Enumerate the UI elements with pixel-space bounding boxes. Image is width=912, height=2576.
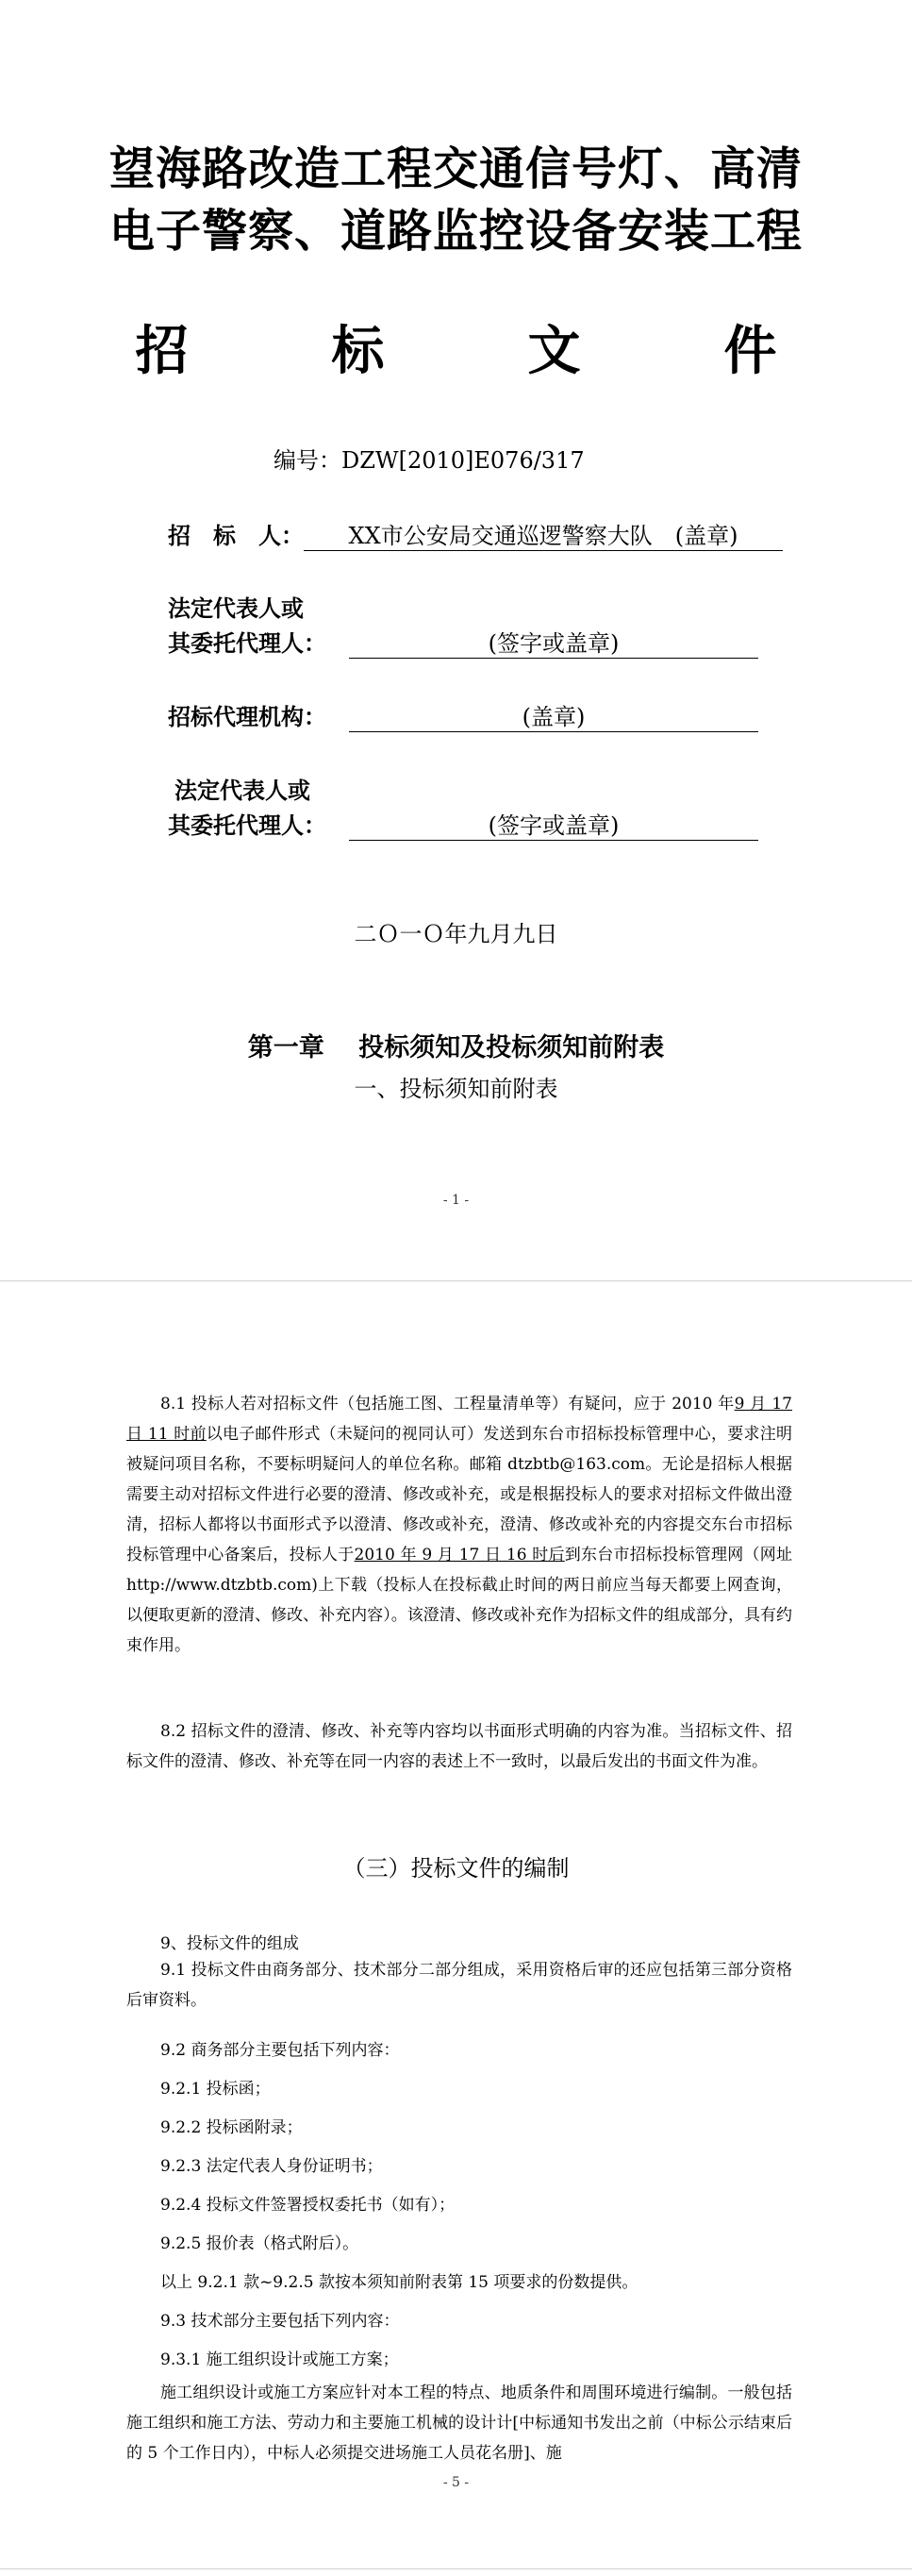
page-number: - 1 -: [442, 1193, 470, 1208]
page-divider-bottom: [0, 2568, 912, 2569]
chapter-heading: 第一章 投标须知及投标须知前附表: [247, 1033, 665, 1062]
rep1-signature-field: (签字或盖章): [349, 625, 758, 659]
rep2-label-line2: 其委托代理人：: [168, 811, 326, 839]
title-line-1: 望海路改造工程交通信号灯、高清: [108, 142, 803, 195]
paragraph-8-2: 8.2 招标文件的澄清、修改、补充等内容均以书面形式明确的内容为准。当招标文件、招标文件的澄清、修改、补充等在同一内容的表述上不一致时，以最后发出的书面文件为准。: [126, 1722, 792, 1771]
page-number: - 5 -: [442, 2475, 470, 2490]
item-9-2-note: 以上 9.2.1 款~9.2.5 款按本须知前附表第 15 项要求的份数提供。: [160, 2273, 638, 2292]
section-heading: （三）投标文件的编制: [342, 1855, 570, 1882]
tenderer-label: 招 标 人：: [168, 522, 304, 549]
item-9-2-3: 9.2.3 法定代表人身份证明书；: [160, 2157, 383, 2176]
rep2-signature-field: (签字或盖章): [349, 807, 758, 841]
page-divider: [0, 1280, 912, 1281]
tenderer-value: XX市公安局交通巡逻警察大队 (盖章): [304, 517, 783, 551]
item-9-3-1: 9.3.1 施工组织设计或施工方案；: [160, 2350, 399, 2369]
item-9-3-1-text: 施工组织设计或施工方案应针对本工程的特点、地质条件和周围环境进行编制。一般包括施工组织和施工方法、劳动力和主要施工机械的设计计[中标通知书发出之前（中标公示结束后的 5 个工作日内），中标人必须提交进场施工人员花名册]、施: [126, 2384, 792, 2463]
item-9: 9、投标文件的组成: [160, 1934, 299, 1953]
document-number: 编号：DZW[2010]E076/317: [274, 447, 585, 474]
title-line-2: 电子警察、道路监控设备安装工程: [108, 205, 803, 258]
agency-label: 招标代理机构：: [168, 703, 326, 730]
item-9-2-4: 9.2.4 投标文件签署授权委托书（如有）；: [160, 2196, 456, 2215]
p81-text-b: 以电子邮件形式（未疑问的视同认可）发送到东台市招标投标管理中心，要求注明被疑问项目名称，不要标明疑问人的单位名称。邮箱 dtzbtb@163.com。无论是招标人根据需要主动对招标文件进行必要的澄清、修改或补充，或是根据投标人的要求对招标文件做出澄清，招标人都将以书面形式予以澄清、修改或补充，澄清、修改或补充的内容提交东台市招标投标管理中心备案后，投标人于: [126, 1425, 792, 1564]
p81-publish-date: 2010 年 9 月 17 日 16 时后: [354, 1546, 565, 1564]
item-9-2-2: 9.2.2 投标函附录；: [160, 2118, 303, 2137]
item-9-2-5: 9.2.5 报价表（格式附后）。: [160, 2234, 359, 2253]
item-9-3: 9.3 技术部分主要包括下列内容：: [160, 2312, 400, 2331]
issue-date: 二Ｏ一Ｏ年九月九日: [354, 921, 558, 947]
item-9-1: 9.1 投标文件由商务部分、技术部分二部分组成，采用资格后审的还应包括第三部分资格后审资料。: [126, 1961, 792, 2010]
agency-stamp-field: (盖章): [349, 698, 758, 732]
p81-text-c: 到东台市招标投标管理网（网址 http://www.dtzbtb.com)上下载（投标人在投标截止时间的两日前应当每天都要上网查询，以便取更新的澄清、修改、补充内容）。该澄清、修改或补充作为招标文件的组成部分，具有约束作用。: [126, 1546, 793, 1655]
paragraph-8-1: [126, 1389, 792, 1661]
rep1-label-line1: 法定代表人或: [168, 594, 304, 622]
cover-page: [0, 0, 912, 1279]
p81-deadline: 9 月 17 日 11 时前: [126, 1395, 792, 1444]
section-subheading: 一、投标须知前附表: [354, 1076, 558, 1102]
rep1-label-line2: 其委托代理人：: [168, 629, 326, 657]
rep2-label-line1: 法定代表人或: [174, 777, 310, 804]
document-title: 招 标 文 件: [135, 320, 822, 382]
item-9-2-1: 9.2.1 投标函；: [160, 2080, 271, 2099]
item-9-2: 9.2 商务部分主要包括下列内容：: [160, 2041, 400, 2060]
page-five: [0, 1288, 912, 2576]
p81-text-a: 8.1 投标人若对招标文件（包括施工图、工程量清单等）有疑问，应于 2010 年: [160, 1395, 735, 1413]
